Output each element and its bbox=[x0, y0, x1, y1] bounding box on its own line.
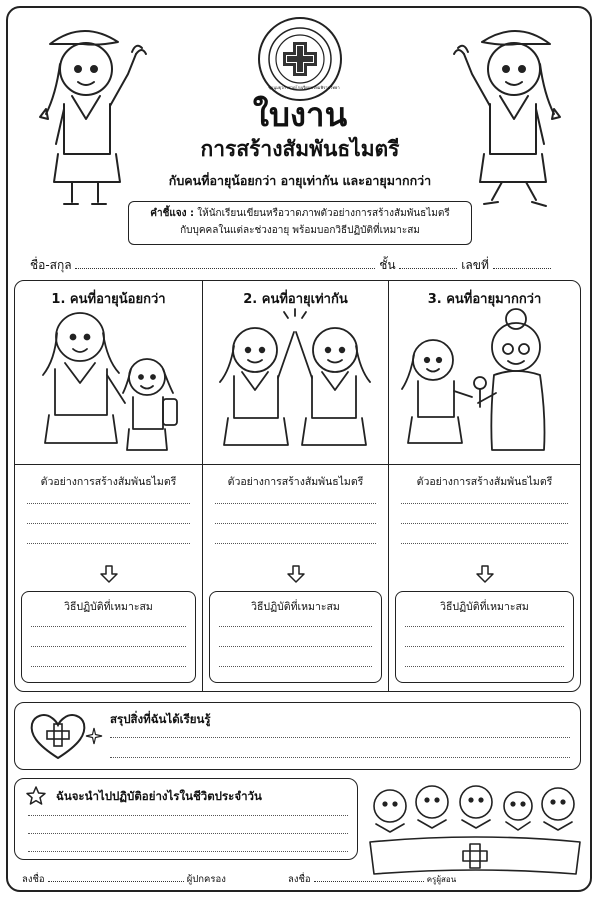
example-writing-line[interactable] bbox=[215, 543, 376, 544]
student-info-row bbox=[30, 256, 575, 275]
signature-right bbox=[288, 872, 456, 887]
logo-text: ชุมนุมยุวกาชาดโรงเรียนพรหมพิรามวิทยา bbox=[268, 85, 340, 90]
apply-label: ฉันจะนำไปปฏิบัติอย่างไรในชีวิตประจำวัน bbox=[56, 789, 262, 803]
example-writing-line[interactable] bbox=[401, 503, 568, 504]
apply-writing-line[interactable] bbox=[28, 815, 348, 816]
arrow-down-icon bbox=[476, 565, 494, 583]
column-heading: 3. คนที่อายุมากกว่า bbox=[427, 292, 542, 307]
apply-writing-line[interactable] bbox=[28, 851, 348, 852]
example-writing-line[interactable] bbox=[401, 543, 568, 544]
practice-label: วิธีปฏิบัติที่เหมาะสม bbox=[251, 601, 340, 613]
summary-writing-line[interactable] bbox=[110, 737, 570, 738]
sparkle-icon bbox=[86, 728, 102, 744]
arrow-down-icon bbox=[100, 565, 118, 583]
page-sub-subtitle: กับคนที่อายุน้อยกว่า อายุเท่ากัน และอายุมากกว่า bbox=[168, 173, 432, 188]
name-label: ชื่อ-สกุล bbox=[30, 258, 72, 272]
practice-writing-line[interactable] bbox=[31, 646, 186, 647]
row-divider bbox=[15, 464, 580, 465]
column-heading: 2. คนที่อายุเท่ากัน bbox=[243, 292, 348, 307]
instructions-line1: ให้นักเรียนเขียนหรือวาดภาพตัวอย่างการสร้างสัมพันธไมตรี bbox=[197, 208, 450, 219]
practice-writing-line[interactable] bbox=[31, 626, 186, 627]
instructions-label: คำชี้แจง : bbox=[150, 208, 195, 219]
practice-label: วิธีปฏิบัติที่เหมาะสม bbox=[64, 601, 153, 613]
practice-writing-line[interactable] bbox=[405, 646, 564, 647]
practice-writing-line[interactable] bbox=[405, 666, 564, 667]
column-heading: 1. คนที่อายุน้อยกว่า bbox=[51, 292, 166, 307]
practice-writing-line[interactable] bbox=[219, 646, 372, 647]
signature-left-role: ผู้ปกครอง bbox=[186, 874, 226, 885]
signature-left-prefix: ลงชื่อ bbox=[22, 874, 45, 885]
parent-signature-field[interactable] bbox=[48, 873, 184, 882]
number-label: เลขที่ bbox=[461, 258, 489, 272]
page-subtitle: การสร้างสัมพันธไมตรี bbox=[200, 137, 400, 161]
practice-writing-line[interactable] bbox=[405, 626, 564, 627]
practice-writing-line[interactable] bbox=[31, 666, 186, 667]
two-girls-high-five-icon bbox=[210, 310, 380, 460]
older-girl-with-younger-child-icon bbox=[35, 305, 185, 460]
practice-writing-line[interactable] bbox=[219, 626, 372, 627]
signature-right-role: ครูผู้สอน bbox=[426, 875, 457, 884]
instructions-box bbox=[128, 201, 472, 245]
signature-right-prefix: ลงชื่อ bbox=[288, 874, 311, 885]
example-label: ตัวอย่างการสร้างสัมพันธไมตรี bbox=[416, 476, 553, 488]
summary-writing-line[interactable] bbox=[110, 757, 570, 758]
example-writing-line[interactable] bbox=[401, 523, 568, 524]
example-writing-line[interactable] bbox=[27, 503, 190, 504]
teacher-signature-field[interactable] bbox=[314, 873, 424, 882]
practice-writing-line[interactable] bbox=[219, 666, 372, 667]
example-writing-line[interactable] bbox=[215, 503, 376, 504]
example-writing-line[interactable] bbox=[27, 543, 190, 544]
example-writing-line[interactable] bbox=[27, 523, 190, 524]
kids-group-banner-icon bbox=[366, 780, 584, 880]
example-writing-line[interactable] bbox=[215, 523, 376, 524]
apply-writing-line[interactable] bbox=[28, 833, 348, 834]
arrow-down-icon bbox=[287, 565, 305, 583]
class-field[interactable] bbox=[399, 258, 457, 269]
page-title: ใบงาน bbox=[252, 95, 348, 134]
instructions-line2: กับบุคคลในแต่ละช่วงอายุ พร้อมบอกวิธีปฏิบัติที่เหมาะสม bbox=[180, 225, 420, 236]
summary-label: สรุปสิ่งที่ฉันได้เรียนรู้ bbox=[110, 712, 211, 726]
practice-label: วิธีปฏิบัติที่เหมาะสม bbox=[440, 601, 529, 613]
class-label: ชั้น bbox=[379, 258, 396, 272]
example-label: ตัวอย่างการสร้างสัมพันธไมตรี bbox=[227, 476, 364, 488]
number-field[interactable] bbox=[493, 258, 551, 269]
star-icon bbox=[26, 786, 46, 806]
example-label: ตัวอย่างการสร้างสัมพันธไมตรี bbox=[40, 476, 177, 488]
heart-cross-icon bbox=[28, 710, 88, 762]
signature-left bbox=[22, 872, 226, 887]
name-field[interactable] bbox=[75, 258, 375, 269]
girl-giving-flower-to-grandmother-icon bbox=[398, 305, 568, 460]
